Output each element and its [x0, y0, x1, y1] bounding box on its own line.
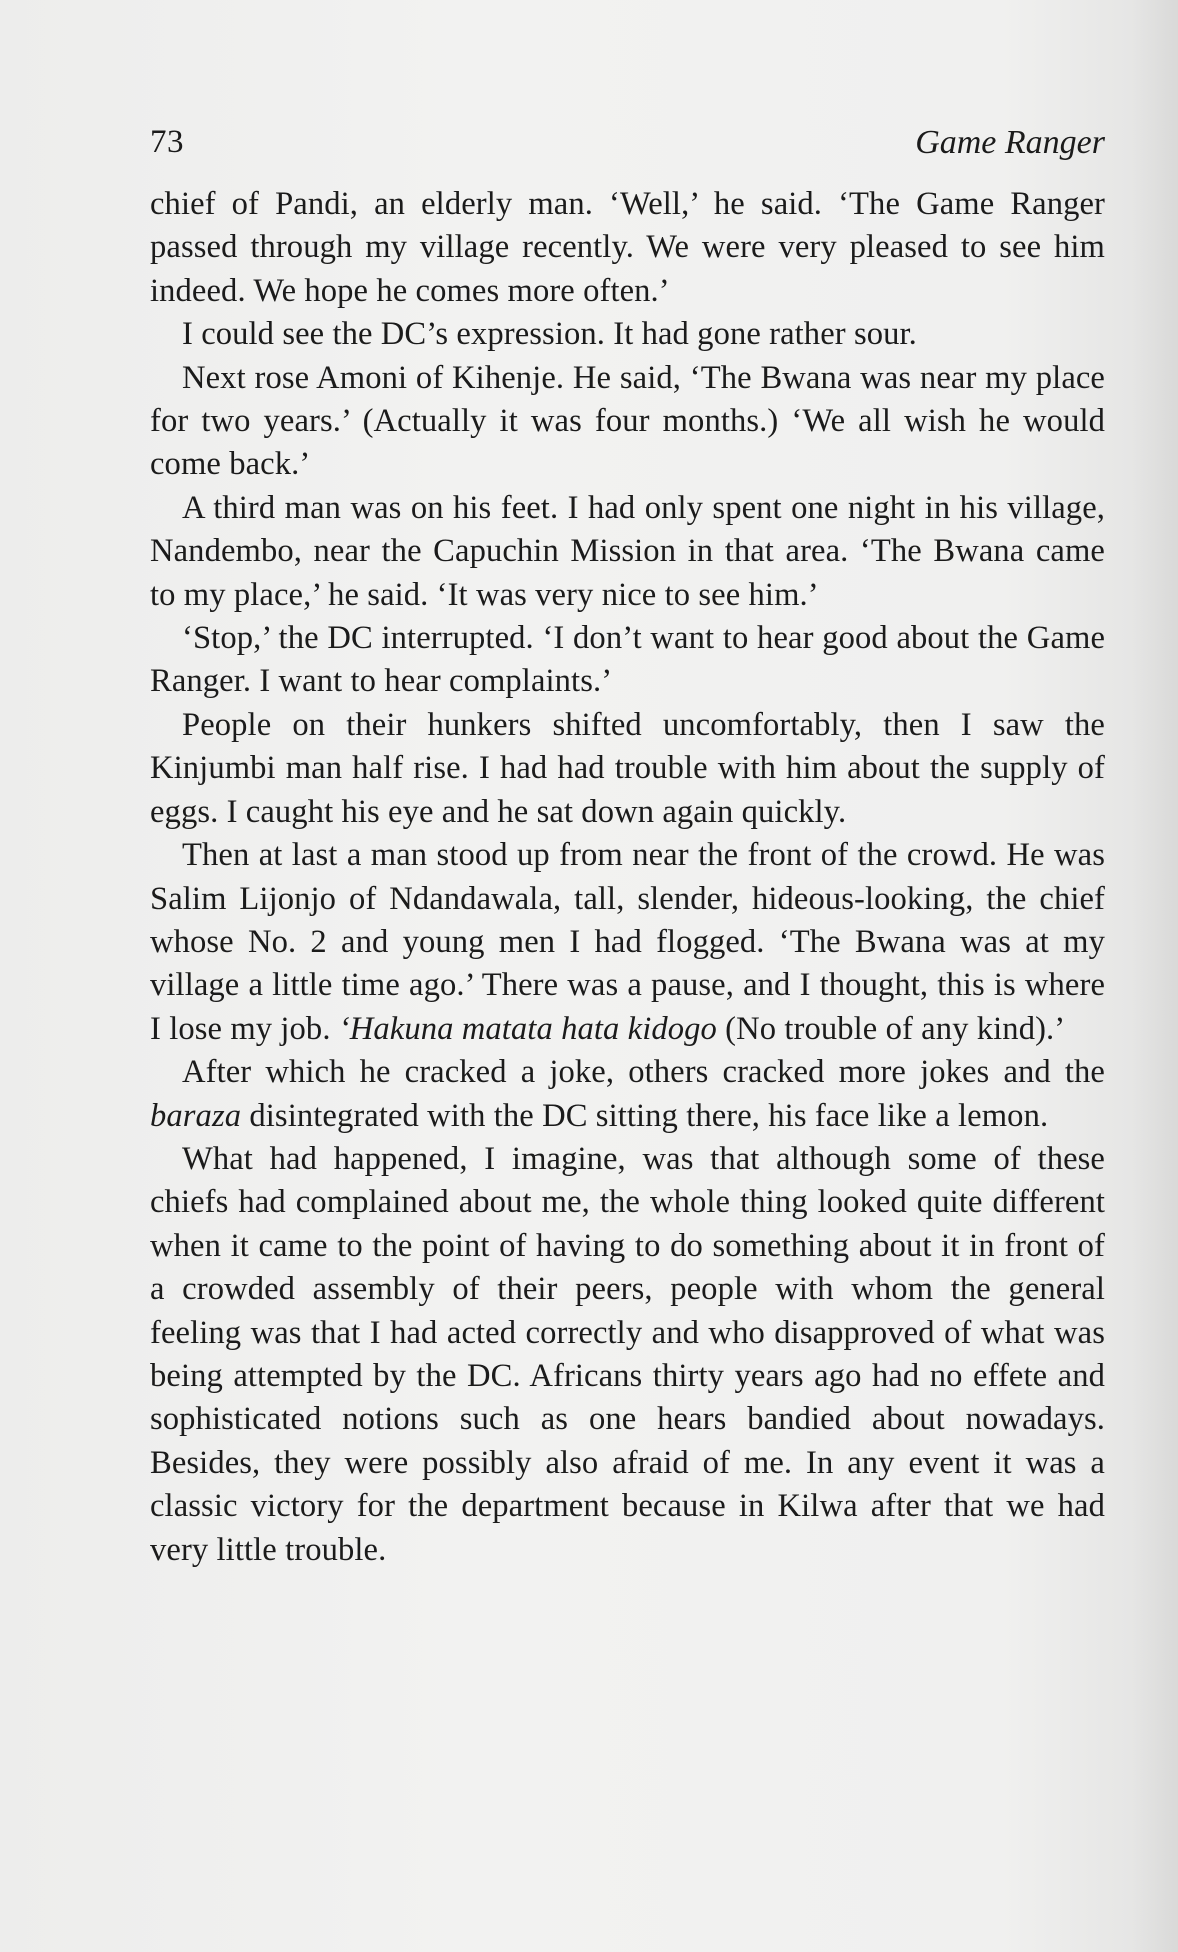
paragraph — [150, 1138, 1105, 1572]
text-segment: What had happened, I imagine, was that although some of these chiefs had complained about me, the whole thing looked quite different when it came to the point of having to do something about it in front of a crowded assembly of their peers, people with whom the general feeling was that I had acted correctly and who disapproved of what was being attempted by the DC. Africans thirty years ago had no effete and sophisticated notions such as one hears bandied about nowadays. Besides, they were possibly also afraid of me. In any event it was a classic victory for the department because in Kilwa after that we had very little trouble. — [150, 1140, 1105, 1568]
page-number: 73 — [150, 124, 184, 160]
page-header — [150, 120, 1105, 170]
text-segment: disintegrated with the DC sitting there, his face like a lemon. — [241, 1097, 1049, 1134]
text-segment: A third man was on his feet. I had only spent one night in his village, Nandembo, near the Capuchin Mission in that area. ‘The Bwana came to my place,’ he said. ‘It was very nice to see him.’ — [150, 489, 1105, 613]
paragraph — [150, 704, 1105, 834]
paragraph — [150, 183, 1105, 313]
paragraph — [150, 617, 1105, 704]
paragraph — [150, 1051, 1105, 1138]
body-text — [150, 183, 1105, 1572]
paragraph — [150, 834, 1105, 1051]
text-segment: ‘Stop,’ the DC interrupted. ‘I don’t want to hear good about the Game Ranger. I want to hear complaints.’ — [150, 620, 1105, 700]
paragraph — [150, 357, 1105, 487]
text-segment: People on their hunkers shifted uncomfortably, then I saw the Kinjumbi man half rise. I had had trouble with him about the supply of eggs. I caught his eye and he sat down again quickly. — [150, 706, 1105, 830]
text-segment: I could see the DC’s expression. It had gone rather sour. — [182, 316, 917, 353]
text-segment: Then at last a man stood up from near the front of the crowd. He was Salim Lijonjo of Ndandawala, tall, slender, hideous-looking, the chief whose No. 2 and young men I had flogged. ‘The Bwana was at my village a little time ago.’ There was a pause, and I thought, this is where I lose my job. — [150, 837, 1105, 1047]
text-segment: Next rose Amoni of Kihenje. He said, ‘The Bwana was near my place for two years.’ (Actually it was four months.) ‘We all wish he would come back.’ — [150, 359, 1105, 483]
text-segment: (No trouble of any kind).’ — [716, 1010, 1066, 1047]
running-title: Game Ranger — [915, 124, 1105, 161]
italic-text: ‘Hakuna matata hata kidogo — [338, 1010, 717, 1047]
paragraph — [150, 487, 1105, 617]
italic-text: baraza — [150, 1097, 242, 1134]
paragraph — [150, 313, 1105, 356]
text-segment: chief of Pandi, an elderly man. ‘Well,’ he said. ‘The Game Ranger passed through my village recently. We were very pleased to see him indeed. We hope he comes more often.’ — [150, 186, 1105, 309]
text-segment: After which he cracked a joke, others cracked more jokes and the — [182, 1054, 1105, 1091]
